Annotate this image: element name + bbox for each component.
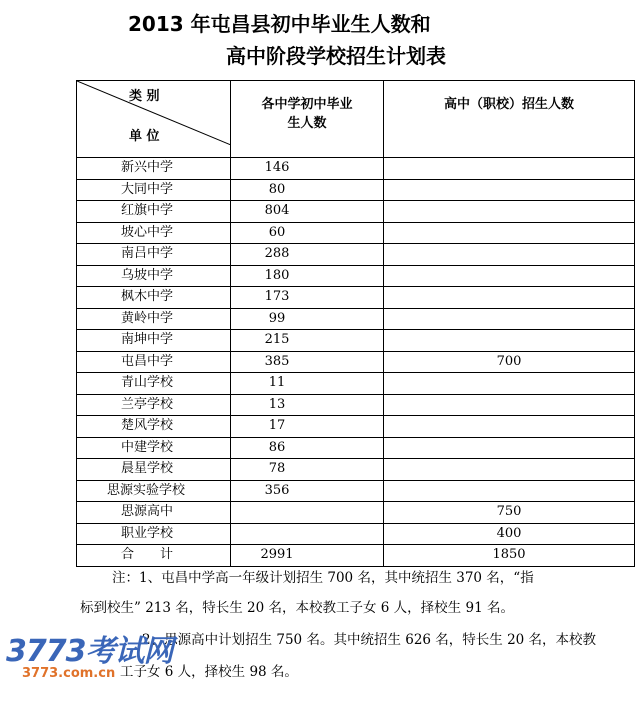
graduates-cell: 60	[231, 222, 384, 244]
enrollment-table	[76, 80, 635, 567]
header-unit-label: 单 位	[129, 129, 160, 144]
school-name-cell: 红旗中学	[77, 201, 231, 223]
graduates-cell: 173	[231, 287, 384, 309]
school-name-cell: 合 计	[77, 545, 231, 567]
enrollment-plan-cell	[384, 308, 635, 330]
school-name-cell: 乌坡中学	[77, 265, 231, 287]
enrollment-plan-cell	[384, 394, 635, 416]
school-name-cell: 南坤中学	[77, 330, 231, 352]
watermark-main-text: 3773考试网	[6, 634, 173, 669]
graduates-cell: 11	[231, 373, 384, 395]
enrollment-plan-cell	[384, 480, 635, 502]
graduates-cell: 804	[231, 201, 384, 223]
school-name-cell: 楚风学校	[77, 416, 231, 438]
graduates-cell: 86	[231, 437, 384, 459]
table-row	[77, 502, 635, 524]
enrollment-plan-cell: 1850	[384, 545, 635, 567]
header-enrollment-plan: 高中（职校）招生人数	[384, 81, 635, 158]
table-row	[77, 308, 635, 330]
school-name-cell: 屯昌中学	[77, 351, 231, 373]
school-name-cell: 坡心中学	[77, 222, 231, 244]
enrollment-plan-cell: 700	[384, 351, 635, 373]
enrollment-plan-cell	[384, 222, 635, 244]
enrollment-plan-cell	[384, 244, 635, 266]
graduates-cell: 78	[231, 459, 384, 481]
table-row	[77, 480, 635, 502]
school-name-cell: 思源高中	[77, 502, 231, 524]
table-row	[77, 459, 635, 481]
table-row	[77, 287, 635, 309]
graduates-cell: 17	[231, 416, 384, 438]
school-name-cell: 黄岭中学	[77, 308, 231, 330]
enrollment-plan-cell	[384, 265, 635, 287]
enrollment-plan-cell	[384, 373, 635, 395]
school-name-cell: 青山学校	[77, 373, 231, 395]
table-row	[77, 351, 635, 373]
table-row	[77, 158, 635, 180]
table-row	[77, 523, 635, 545]
table-row	[77, 222, 635, 244]
graduates-cell: 99	[231, 308, 384, 330]
graduates-cell: 2991	[231, 545, 384, 567]
header-category-label: 类 别	[129, 89, 160, 104]
table-row	[77, 244, 635, 266]
site-watermark-logo	[6, 626, 173, 681]
graduates-cell: 180	[231, 265, 384, 287]
diagonal-header-cell	[77, 81, 231, 158]
school-name-cell: 思源实验学校	[77, 480, 231, 502]
graduates-cell: 215	[231, 330, 384, 352]
note-2-line-2: 工子女 6 人，择校生 98 名。	[120, 664, 298, 680]
school-name-cell: 新兴中学	[77, 158, 231, 180]
enrollment-plan-cell	[384, 459, 635, 481]
header-graduates: 各中学初中毕业生人数	[231, 81, 384, 158]
table-row	[77, 201, 635, 223]
graduates-cell: 385	[231, 351, 384, 373]
enrollment-plan-cell	[384, 179, 635, 201]
graduates-cell: 356	[231, 480, 384, 502]
graduates-cell	[231, 502, 384, 524]
graduates-cell	[231, 523, 384, 545]
school-name-cell: 晨星学校	[77, 459, 231, 481]
table-row	[77, 330, 635, 352]
enrollment-plan-cell: 400	[384, 523, 635, 545]
table-row	[77, 394, 635, 416]
page-title-line2: 高中阶段学校招生计划表	[226, 44, 446, 68]
note-1-line-2: 标到校生” 213 名，特长生 20 名，本校教工子女 6 人，择校生 91 名。	[80, 600, 514, 616]
school-name-cell: 职业学校	[77, 523, 231, 545]
school-name-cell: 枫木中学	[77, 287, 231, 309]
table-row	[77, 373, 635, 395]
enrollment-plan-cell: 750	[384, 502, 635, 524]
table-row	[77, 179, 635, 201]
graduates-cell: 288	[231, 244, 384, 266]
watermark-url: 3773.com.cn	[22, 666, 116, 681]
table-row	[77, 416, 635, 438]
enrollment-plan-cell	[384, 330, 635, 352]
enrollment-plan-cell	[384, 158, 635, 180]
school-name-cell: 南吕中学	[77, 244, 231, 266]
note-2-line-1: 2、思源高中计划招生 750 名。其中统招生 626 名，特长生 20 名，本校教	[142, 632, 597, 648]
enrollment-plan-cell	[384, 437, 635, 459]
enrollment-plan-cell	[384, 416, 635, 438]
graduates-cell: 13	[231, 394, 384, 416]
school-name-cell: 兰亭学校	[77, 394, 231, 416]
graduates-cell: 146	[231, 158, 384, 180]
page-title-line1: 2013 年屯昌县初中毕业生人数和	[128, 12, 431, 36]
table-row	[77, 437, 635, 459]
school-name-cell: 中建学校	[77, 437, 231, 459]
graduates-cell: 80	[231, 179, 384, 201]
enrollment-plan-cell	[384, 201, 635, 223]
table-row	[77, 545, 635, 567]
school-name-cell: 大同中学	[77, 179, 231, 201]
table-header-row	[77, 81, 635, 158]
table-row	[77, 265, 635, 287]
enrollment-plan-cell	[384, 287, 635, 309]
note-1-line-1: 注：1、屯昌中学高一年级计划招生 700 名，其中统招生 370 名，“指	[112, 570, 534, 586]
